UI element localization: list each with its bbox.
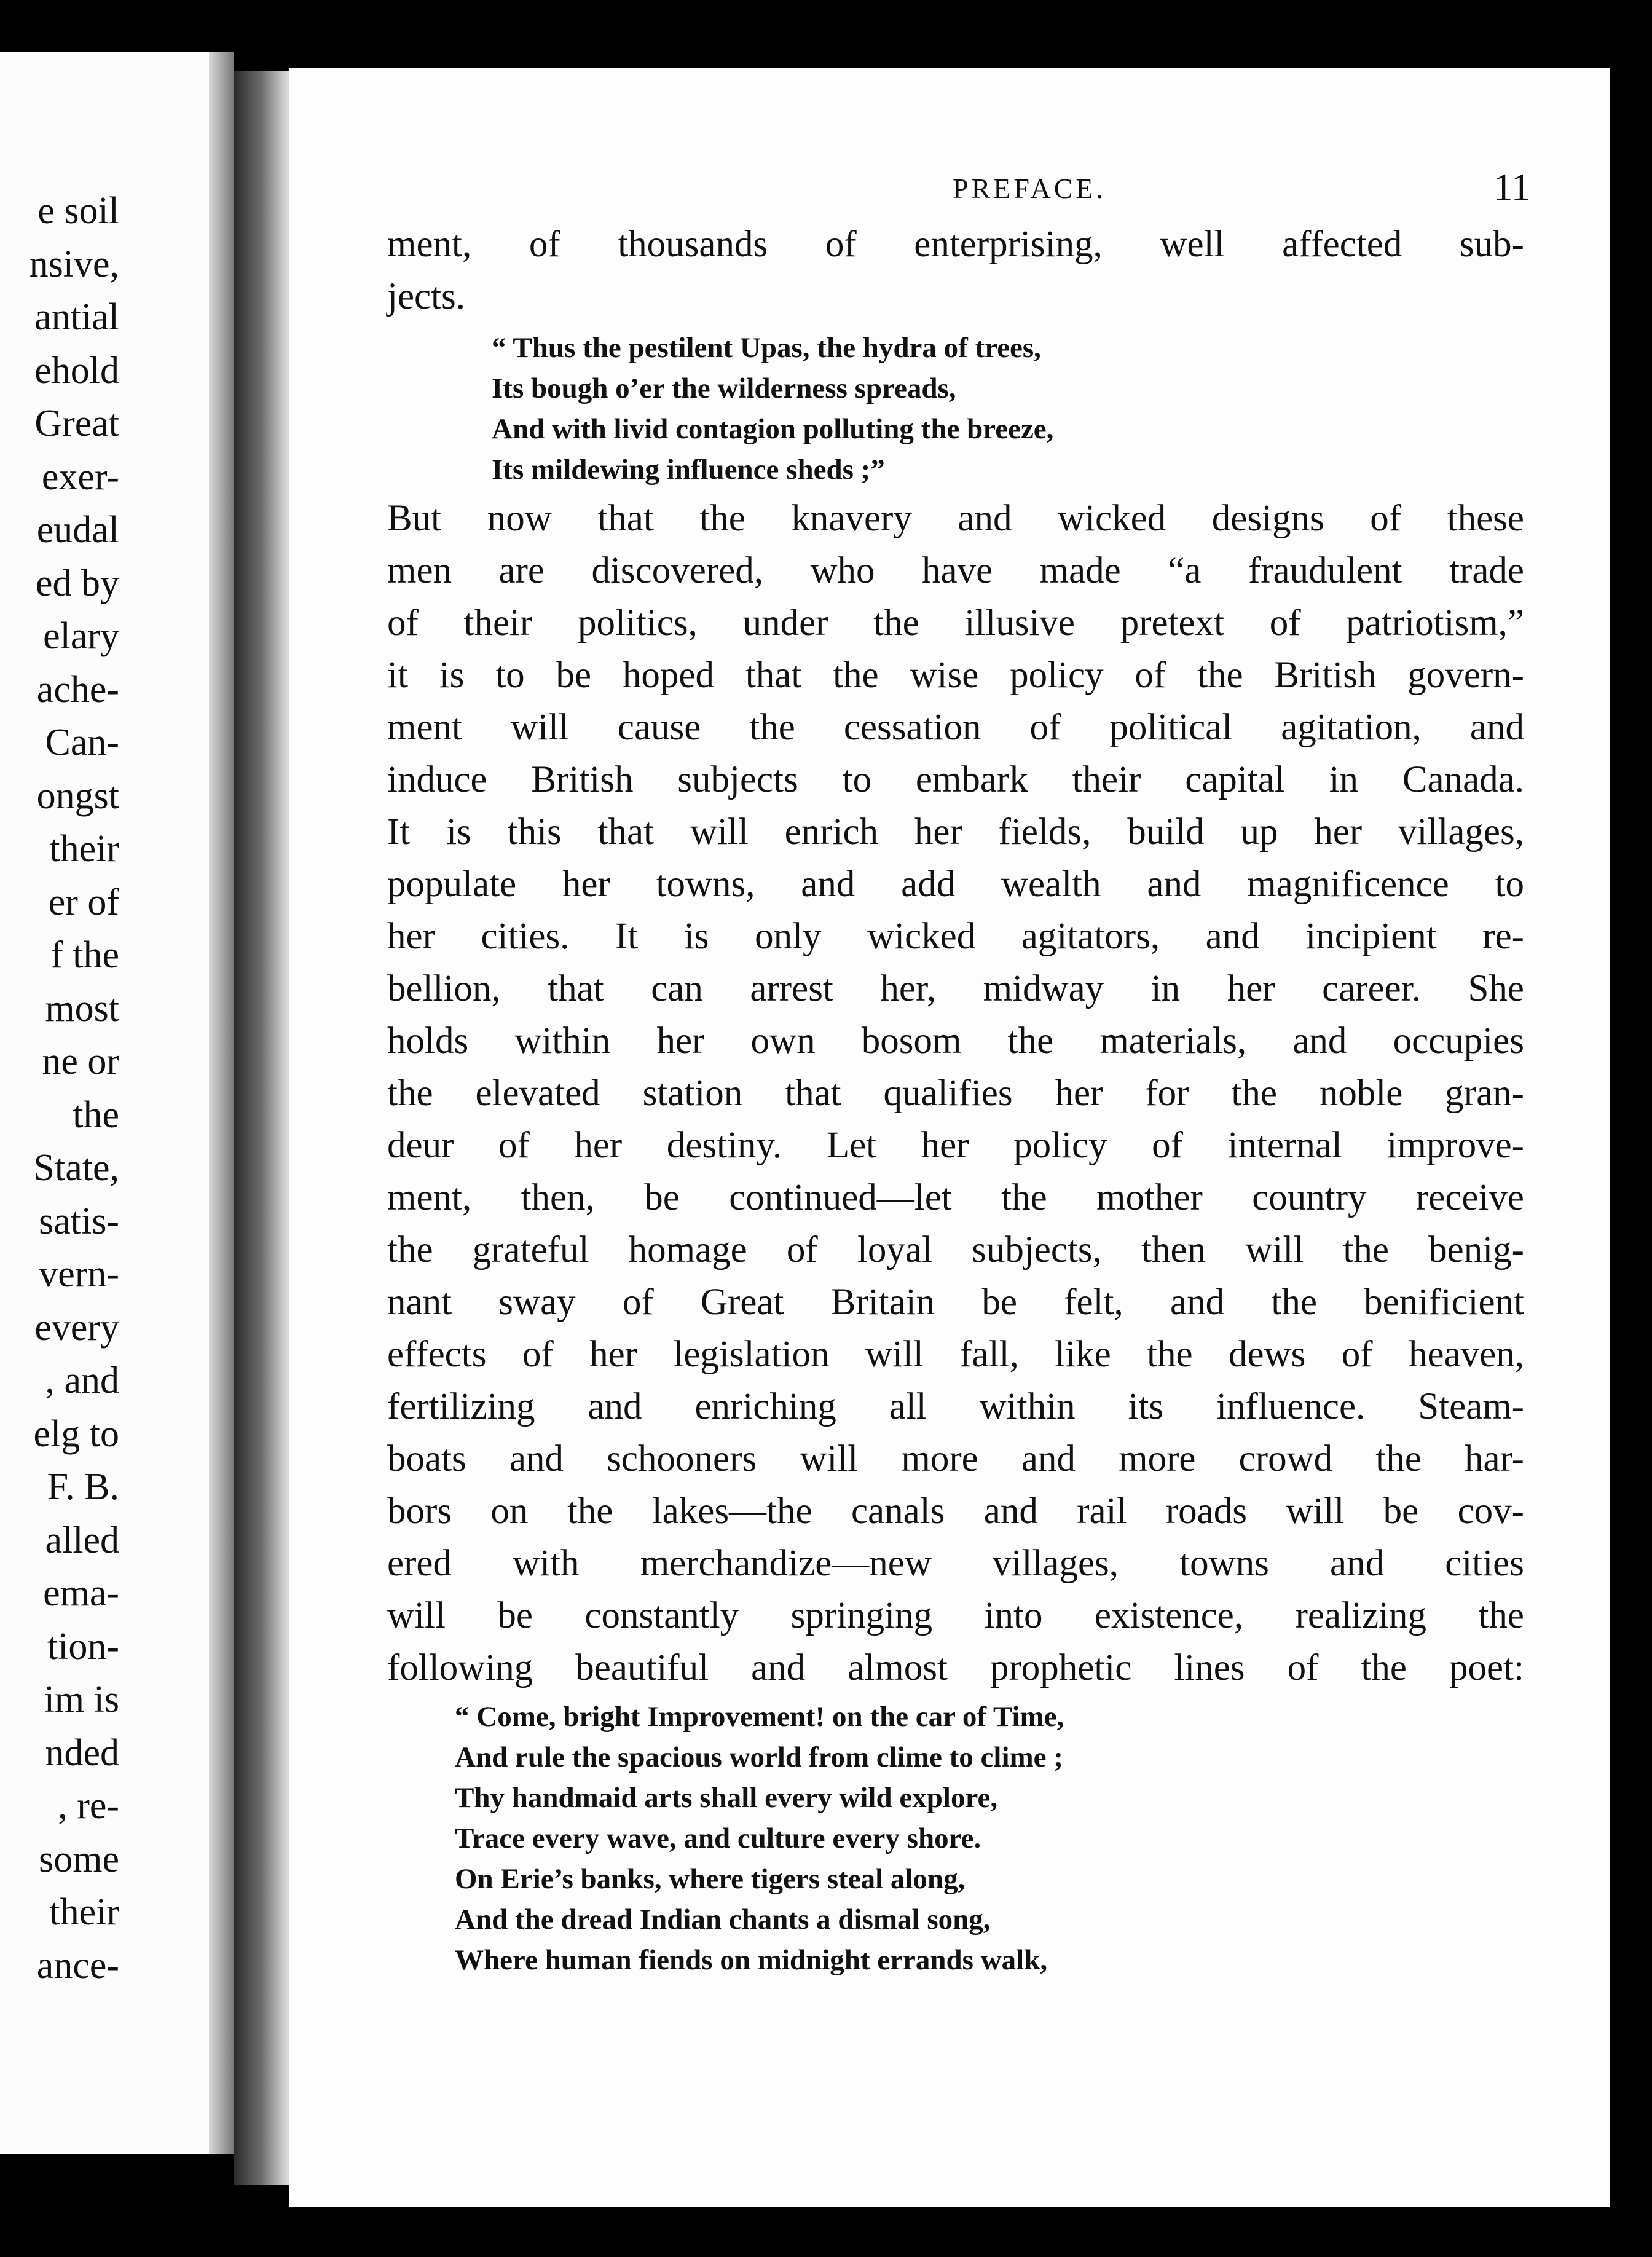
fragment-line: f the xyxy=(50,934,119,976)
fragment-line: ache- xyxy=(36,668,119,711)
fragment-line: tion- xyxy=(47,1625,119,1668)
fragment-line: eudal xyxy=(36,509,119,551)
page xyxy=(289,68,1610,2207)
fragment-line: Can- xyxy=(45,722,119,763)
fragment-line: ehold xyxy=(34,349,119,392)
page-body xyxy=(387,218,1524,1980)
text-line: fertilizing and enriching all within its influence. Steam- xyxy=(387,1386,1524,1427)
page-number: 11 xyxy=(1493,167,1530,208)
text-line: it is to be hoped that the wise policy of the British govern- xyxy=(387,655,1524,696)
fragment-line: alled xyxy=(45,1519,119,1561)
text-line: holds within her own bosom the materials, and occupies xyxy=(387,1020,1524,1062)
text-line: boats and schooners will more and more crowd the har- xyxy=(387,1438,1524,1479)
fragment-line: elg to xyxy=(33,1412,119,1455)
running-title: PREFACE. xyxy=(953,173,1107,204)
text-line: induce British subjects to embark their capital in Canada. xyxy=(387,759,1524,800)
fragment-line: satis- xyxy=(39,1200,119,1242)
page-header xyxy=(387,166,1530,215)
fragment-line: er of xyxy=(48,881,119,923)
text-line: deur of her destiny. Let her policy of internal improve- xyxy=(387,1125,1524,1166)
fragment-line: their xyxy=(49,1891,119,1933)
text-line: effects of her legislation will fall, like the dews of heaven, xyxy=(387,1334,1524,1375)
fragment-line: vern- xyxy=(39,1253,119,1295)
fragment-line: e soil xyxy=(37,190,119,232)
text-line: bors on the lakes—the canals and rail roads will be cov- xyxy=(387,1491,1524,1532)
verse-line: And rule the spacious world from clime to clime ; xyxy=(455,1741,1063,1773)
fragment-line: every xyxy=(34,1306,119,1349)
text-line: ment will cause the cessation of political agitation, and xyxy=(387,707,1524,748)
previous-page-fragment xyxy=(0,52,222,2154)
text-line: ered with merchandize—new villages, towns and cities xyxy=(387,1543,1524,1584)
fragment-line: State, xyxy=(33,1147,119,1189)
fragment-line: ance- xyxy=(36,1944,119,1987)
book-gutter-shadow xyxy=(234,71,295,2185)
fragment-line: exer- xyxy=(41,455,119,498)
verse-line: On Erie’s banks, where tigers steal along, xyxy=(455,1863,966,1895)
verse-line: Thy handmaid arts shall every wild explore, xyxy=(455,1782,998,1814)
fragment-line: most xyxy=(45,987,119,1030)
fragment-line: ne or xyxy=(42,1041,119,1082)
text-line: populate her towns, and add wealth and magnificence to xyxy=(387,864,1524,905)
fragment-line: their xyxy=(49,828,119,870)
fragment-line: nded xyxy=(45,1731,119,1774)
fragment-line: nsive, xyxy=(29,243,119,285)
fragment-line: Great xyxy=(34,403,119,444)
fragment-line: some xyxy=(39,1838,119,1880)
fragment-line: ed by xyxy=(35,562,119,604)
verse-line: Where human fiends on midnight errands walk, xyxy=(455,1944,1048,1976)
fragment-line: elary xyxy=(43,615,119,657)
text-line: of their politics, under the illusive pretext of patriotism,” xyxy=(387,602,1524,644)
verse-line: And the dread Indian chants a dismal song, xyxy=(455,1904,991,1936)
verse-quotation-upas xyxy=(387,328,1524,490)
text-line: But now that the knavery and wicked designs of these xyxy=(387,498,1524,539)
verse-line: And with livid contagion polluting the breeze, xyxy=(492,413,1054,445)
text-line: the grateful homage of loyal subjects, then will the benig- xyxy=(387,1229,1524,1270)
text-line: It is this that will enrich her fields, build up her villages, xyxy=(387,811,1524,853)
fragment-line: im is xyxy=(44,1679,119,1720)
verse-line: Trace every wave, and culture every shore. xyxy=(455,1822,981,1854)
verse-line: “ Come, bright Improvement! on the car of Time, xyxy=(455,1701,1064,1733)
text-line: men are discovered, who have made “a fraudulent trade xyxy=(387,550,1524,591)
fragment-line: , and xyxy=(45,1360,119,1401)
previous-page-edge xyxy=(209,52,234,2154)
fragment-line: F. B. xyxy=(47,1466,119,1508)
text-line: will be constantly springing into existence, realizing the xyxy=(387,1595,1524,1636)
verse-quotation-improvement xyxy=(387,1696,1524,1980)
text-line: following beautiful and almost prophetic lines of the poet: xyxy=(387,1647,1524,1688)
fragment-line: , re- xyxy=(58,1785,119,1827)
text-line: jects. xyxy=(387,276,466,317)
text-line: nant sway of Great Britain be felt, and the benificient xyxy=(387,1282,1524,1323)
verse-line: Its bough o’er the wilderness spreads, xyxy=(492,372,956,404)
text-line: her cities. It is only wicked agitators, and incipient re- xyxy=(387,916,1524,957)
fragment-line: the xyxy=(73,1093,119,1136)
main-paragraph xyxy=(387,492,1524,1694)
text-line: bellion, that can arrest her, midway in her career. She xyxy=(387,968,1524,1009)
fragment-line: ongst xyxy=(36,774,119,817)
verse-line: “ Thus the pestilent Upas, the hydra of trees, xyxy=(492,332,1041,364)
text-line: ment, then, be continued—let the mother country receive xyxy=(387,1177,1524,1218)
text-line: ment, of thousands of enterprising, well affected sub- xyxy=(387,224,1524,265)
fragment-line: antial xyxy=(34,296,119,338)
text-line: the elevated station that qualifies her for the noble gran- xyxy=(387,1073,1524,1114)
fragment-line: ema- xyxy=(43,1572,119,1614)
previous-page-lines xyxy=(30,184,119,1992)
verse-line: Its mildewing influence sheds ;” xyxy=(492,454,885,486)
